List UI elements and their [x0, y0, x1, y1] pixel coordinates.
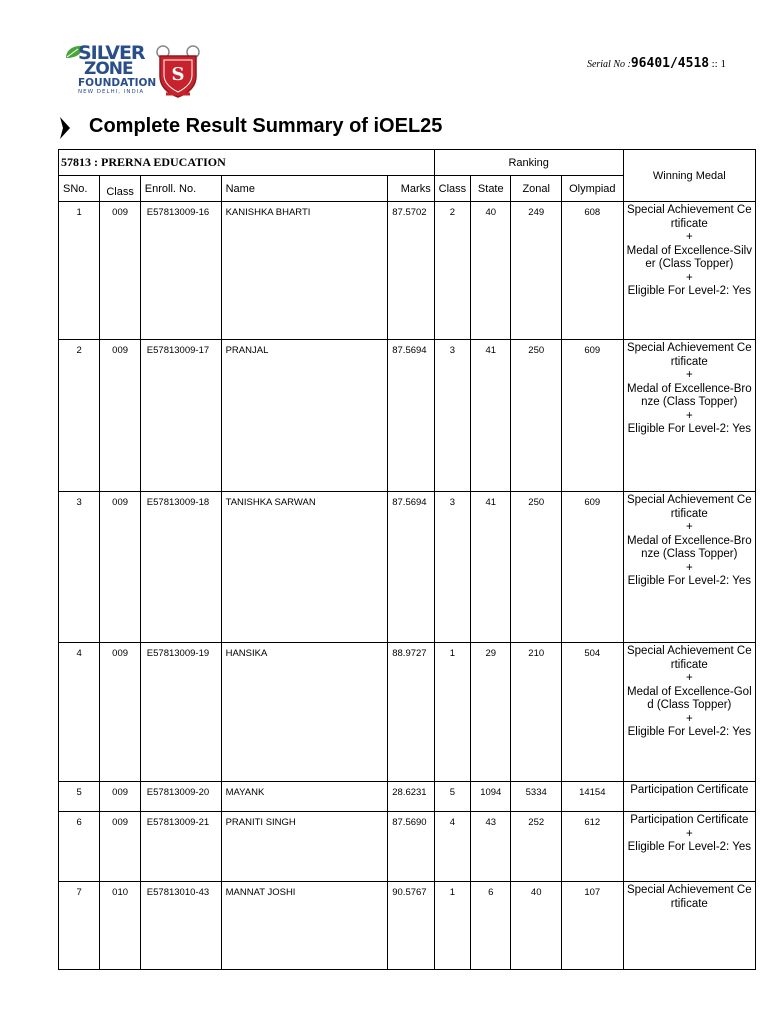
col-rank-class-header: Class	[434, 176, 470, 202]
table-row	[59, 643, 756, 782]
medal-line: Special Achievement Certificate	[626, 494, 752, 520]
col-olympiad-header: Olympiad	[561, 176, 623, 202]
cell-medal	[623, 643, 755, 782]
cell-enroll: E57813009-16	[140, 202, 221, 340]
cell-state: 41	[471, 340, 511, 492]
title-arrow-icon	[58, 116, 72, 140]
col-sno-header: SNo.	[59, 176, 100, 202]
cell-rank-class: 1	[434, 882, 470, 970]
medal-line: +	[685, 712, 693, 725]
medal-line: +	[685, 672, 693, 684]
table-row	[59, 882, 756, 970]
serial-value: 96401/4518	[630, 56, 710, 71]
col-zonal-header: Zonal	[511, 176, 562, 202]
col-class-header: Class	[100, 176, 140, 202]
cell-name: MANNAT JOSHI	[221, 882, 388, 970]
cell-sno: 5	[59, 782, 100, 812]
logo-city-text: NEW DELHI, INDIA	[78, 88, 145, 95]
col-state-header: State	[471, 176, 511, 202]
cell-marks: 87.5702	[388, 202, 434, 340]
cell-sno: 4	[59, 643, 100, 782]
table-row	[59, 812, 756, 882]
cell-olympiad: 14154	[561, 782, 623, 812]
cell-zonal: 250	[511, 492, 562, 643]
cell-olympiad: 504	[561, 643, 623, 782]
cell-medal	[623, 782, 755, 812]
col-enroll-header: Enroll. No.	[140, 176, 221, 202]
cell-rank-class: 4	[434, 812, 470, 882]
medal-line: Eligible For Level-2: Yes	[627, 726, 751, 738]
medal-line: Eligible For Level-2: Yes	[627, 841, 751, 853]
cell-sno: 2	[59, 340, 100, 492]
medal-line: +	[685, 561, 693, 574]
cell-enroll: E57813009-19	[140, 643, 221, 782]
cell-olympiad: 107	[561, 882, 623, 970]
cell-olympiad: 612	[561, 812, 623, 882]
medal-line: Eligible For Level-2: Yes	[627, 423, 751, 435]
cell-rank-class: 3	[434, 492, 470, 643]
medal-line: Eligible For Level-2: Yes	[627, 285, 751, 297]
cell-state: 41	[471, 492, 511, 643]
cell-name: KANISHKA BHARTI	[221, 202, 388, 340]
cell-sno: 1	[59, 202, 100, 340]
cell-medal	[623, 202, 755, 340]
cell-marks: 28.6231	[388, 782, 434, 812]
cell-enroll: E57813009-17	[140, 340, 221, 492]
cell-rank-class: 5	[434, 782, 470, 812]
cell-class: 010	[100, 882, 140, 970]
medal-line: Special Achievement Certificate	[626, 884, 752, 910]
col-marks-header: Marks	[388, 176, 434, 202]
page-number: :: 1	[711, 58, 726, 70]
medal-line: Medal of Excellence-Bronze (Class Topper)	[626, 382, 752, 408]
medal-line: Special Achievement Certificate	[626, 645, 752, 671]
winning-medal-header: Winning Medal	[623, 150, 755, 202]
cell-rank-class: 1	[434, 643, 470, 782]
cell-name: PRANJAL	[221, 340, 388, 492]
results-table	[58, 149, 756, 970]
medal-line: +	[685, 827, 693, 840]
medal-line: +	[685, 231, 693, 243]
medal-line: Participation Certificate	[630, 814, 749, 826]
cell-olympiad: 608	[561, 202, 623, 340]
medal-line: Medal of Excellence-Gold (Class Topper)	[626, 685, 752, 711]
cell-enroll: E57813010-43	[140, 882, 221, 970]
medal-line: +	[685, 369, 693, 381]
cell-marks: 88.9727	[388, 643, 434, 782]
table-row	[59, 202, 756, 340]
cell-class: 009	[100, 643, 140, 782]
cell-medal	[623, 812, 755, 882]
medal-line: +	[685, 409, 693, 422]
cell-zonal: 249	[511, 202, 562, 340]
school-name: 57813 : PRERNA EDUCATION	[59, 150, 435, 176]
cell-state: 29	[471, 643, 511, 782]
cell-enroll: E57813009-18	[140, 492, 221, 643]
cell-sno: 7	[59, 882, 100, 970]
cell-state: 40	[471, 202, 511, 340]
cell-zonal: 210	[511, 643, 562, 782]
cell-name: PRANITI SINGH	[221, 812, 388, 882]
medal-line: +	[685, 521, 693, 533]
cell-marks: 87.5694	[388, 340, 434, 492]
medal-line: Eligible For Level-2: Yes	[627, 575, 751, 587]
cell-enroll: E57813009-20	[140, 782, 221, 812]
cell-class: 009	[100, 340, 140, 492]
cell-zonal: 5334	[511, 782, 562, 812]
medal-line: Medal of Excellence-Bronze (Class Topper)	[626, 534, 752, 560]
logo-foundation-text: FOUNDATION	[78, 77, 157, 89]
table-row	[59, 340, 756, 492]
cell-olympiad: 609	[561, 340, 623, 492]
cell-olympiad: 609	[561, 492, 623, 643]
cell-zonal: 40	[511, 882, 562, 970]
cell-medal	[623, 492, 755, 643]
silverzone-logo	[64, 42, 210, 104]
cell-class: 009	[100, 202, 140, 340]
cell-sno: 3	[59, 492, 100, 643]
school-header-row	[59, 150, 756, 176]
cell-name: TANISHKA SARWAN	[221, 492, 388, 643]
cell-state: 6	[471, 882, 511, 970]
page-title: Complete Result Summary of iOEL25	[89, 115, 443, 137]
table-row	[59, 492, 756, 643]
cell-name: HANSIKA	[221, 643, 388, 782]
cell-rank-class: 2	[434, 202, 470, 340]
cell-zonal: 252	[511, 812, 562, 882]
logo-zone-text: ZONE	[84, 59, 133, 79]
cell-state: 43	[471, 812, 511, 882]
cell-zonal: 250	[511, 340, 562, 492]
cell-class: 009	[100, 492, 140, 643]
cell-marks: 90.5767	[388, 882, 434, 970]
medal-line: Medal of Excellence-Silver (Class Topper)	[626, 244, 752, 270]
logo-silver-text: SILVER	[78, 42, 145, 64]
serial-label: Serial No :	[586, 59, 631, 70]
cell-marks: 87.5690	[388, 812, 434, 882]
cell-sno: 6	[59, 812, 100, 882]
cell-medal	[623, 882, 755, 970]
cell-class: 009	[100, 782, 140, 812]
medal-line: Special Achievement Certificate	[626, 204, 752, 230]
cell-marks: 87.5694	[388, 492, 434, 643]
col-name-header: Name	[221, 176, 388, 202]
crest-emblem-icon	[156, 42, 200, 98]
medal-line: Special Achievement Certificate	[626, 342, 752, 368]
serial-number	[587, 56, 726, 71]
cell-state: 1094	[471, 782, 511, 812]
medal-line: Participation Certificate	[630, 784, 749, 796]
cell-enroll: E57813009-21	[140, 812, 221, 882]
ranking-header: Ranking	[434, 150, 623, 176]
medal-line: +	[685, 271, 693, 284]
cell-class: 009	[100, 812, 140, 882]
svg-text:S: S	[171, 64, 185, 85]
cell-name: MAYANK	[221, 782, 388, 812]
cell-rank-class: 3	[434, 340, 470, 492]
cell-medal	[623, 340, 755, 492]
table-row	[59, 782, 756, 812]
